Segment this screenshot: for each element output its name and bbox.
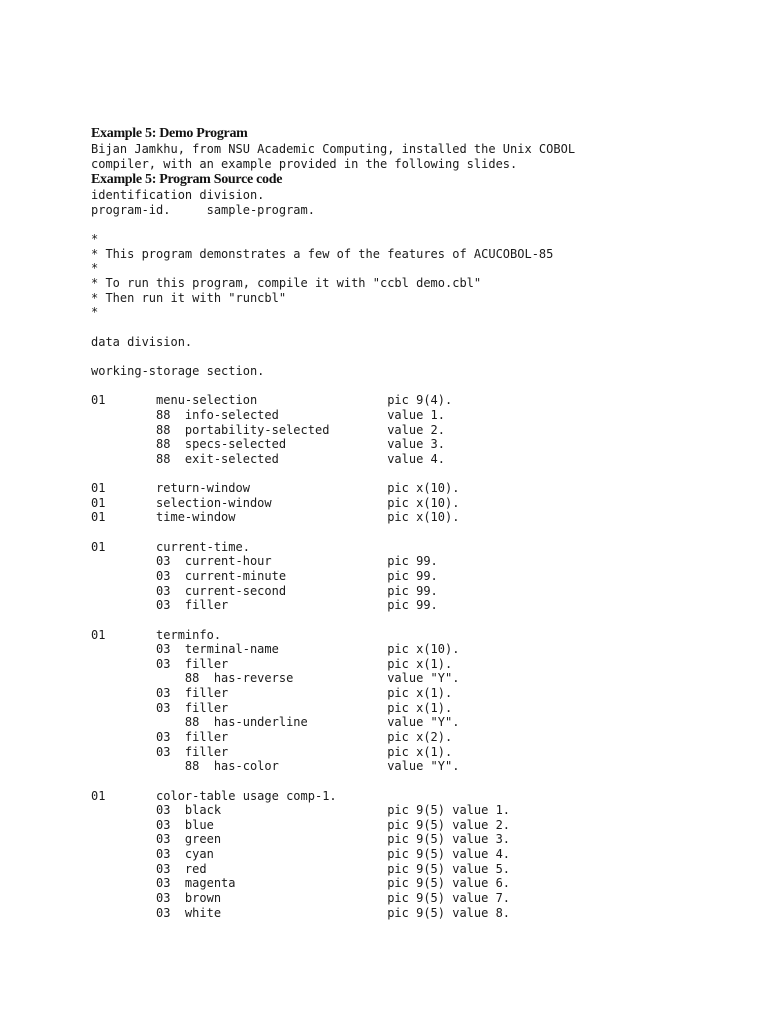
code-line: 01 color-table usage comp-1. xyxy=(91,788,337,803)
document-page xyxy=(91,126,751,920)
code-line: 03 green pic 9(5) value 3. xyxy=(91,832,511,847)
code-line: 03 white pic 9(5) value 8. xyxy=(91,905,511,920)
code-line: 88 info-selected value 1. xyxy=(91,407,446,422)
code-line: * xyxy=(91,232,99,247)
blank-line xyxy=(91,320,751,335)
code-line: 88 specs-selected value 3. xyxy=(91,437,446,452)
code-line: 03 filler pic x(1). xyxy=(91,744,453,759)
code-line: 03 filler pic 99. xyxy=(91,598,438,613)
code-line: 01 time-window pic x(10). xyxy=(91,510,460,525)
blank-line xyxy=(91,379,751,394)
code-line: 03 terminal-name pic x(10). xyxy=(91,642,460,657)
code-line: 03 filler pic x(1). xyxy=(91,656,453,671)
code-line: 01 return-window pic x(10). xyxy=(91,481,460,496)
code-line: identification division. xyxy=(91,188,265,203)
code-line: 88 portability-selected value 2. xyxy=(91,422,446,437)
section-heading-program-source: Example 5: Program Source code xyxy=(91,172,283,188)
code-listing xyxy=(91,188,751,920)
code-line: * Then run it with "runcbl" xyxy=(91,290,287,305)
code-line: 03 filler pic x(1). xyxy=(91,700,453,715)
blank-line xyxy=(91,466,751,481)
code-line: 03 filler pic x(1). xyxy=(91,686,453,701)
code-line: program-id. sample-program. xyxy=(91,202,315,217)
code-line: 03 cyan pic 9(5) value 4. xyxy=(91,847,511,862)
blank-line xyxy=(91,218,751,233)
code-line: 01 selection-window pic x(10). xyxy=(91,495,460,510)
code-line: 03 filler pic x(2). xyxy=(91,729,453,744)
code-line: 03 current-hour pic 99. xyxy=(91,554,438,569)
code-line: 01 menu-selection pic 9(4). xyxy=(91,393,453,408)
code-line: 88 has-color value "Y". xyxy=(91,759,460,774)
code-line: 03 current-minute pic 99. xyxy=(91,568,438,583)
code-line: * xyxy=(91,305,99,320)
code-line: 03 blue pic 9(5) value 2. xyxy=(91,817,511,832)
blank-line xyxy=(91,613,751,628)
code-line: 88 has-reverse value "Y". xyxy=(91,671,460,686)
code-line: 88 has-underline value "Y". xyxy=(91,715,460,730)
blank-line xyxy=(91,774,751,789)
code-line: working-storage section. xyxy=(91,363,265,378)
intro-line-2: compiler, with an example provided in the following slides. xyxy=(91,156,518,171)
intro-line-1: Bijan Jamkhu, from NSU Academic Computing, installed the Unix COBOL xyxy=(91,142,576,156)
code-line: 88 exit-selected value 4. xyxy=(91,451,446,466)
blank-line xyxy=(91,349,751,364)
blank-line xyxy=(91,525,751,540)
code-line: 01 current-time. xyxy=(91,539,250,554)
code-line: 03 red pic 9(5) value 5. xyxy=(91,861,511,876)
code-line: 03 brown pic 9(5) value 7. xyxy=(91,891,511,906)
code-line: 03 current-second pic 99. xyxy=(91,583,438,598)
code-line: 03 magenta pic 9(5) value 6. xyxy=(91,876,511,891)
code-line: 01 terminfo. xyxy=(91,627,222,642)
code-line: 03 black pic 9(5) value 1. xyxy=(91,803,511,818)
code-line: * To run this program, compile it with "ccbl demo.cbl" xyxy=(91,276,482,291)
section-heading-demo-program: Example 5: Demo Program xyxy=(91,126,248,141)
code-line: data division. xyxy=(91,334,193,349)
code-line: * xyxy=(91,261,99,276)
code-line: * This program demonstrates a few of the features of ACUCOBOL-85 xyxy=(91,246,554,261)
